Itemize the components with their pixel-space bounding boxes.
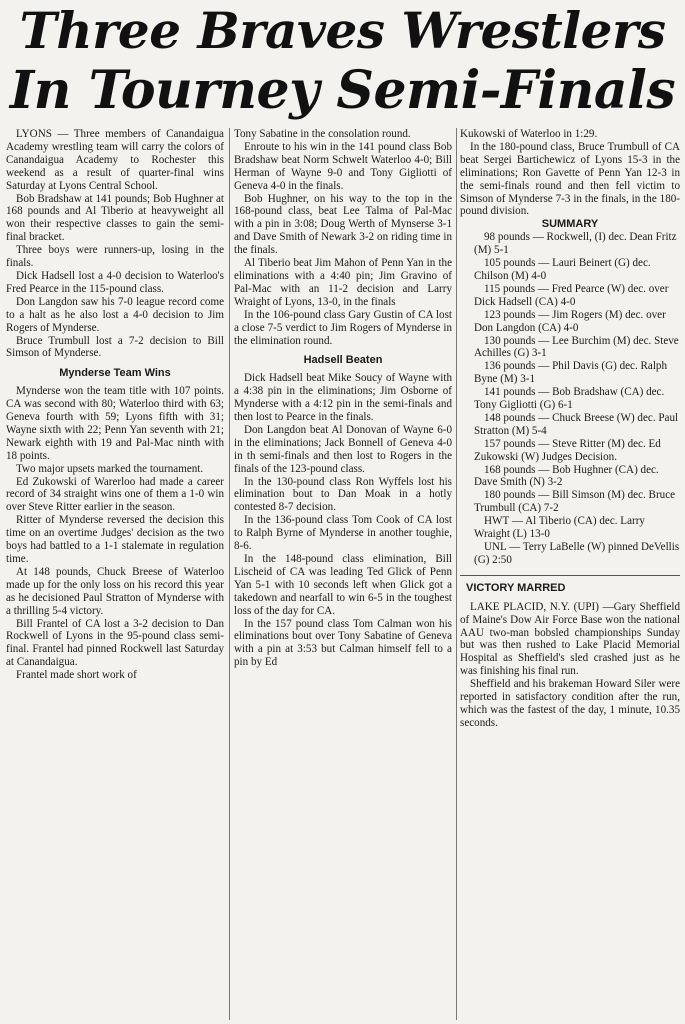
summary-row: 123 pounds — Jim Rogers (M) dec. over Don Langdon (CA) 4-0 — [474, 308, 666, 334]
summary-row: 180 pounds — Bill Simson (M) dec. Bruce Trumbull (CA) 7-2 — [474, 489, 676, 515]
paragraph: Frantel made short work of — [16, 669, 137, 682]
headline — [0, 0, 685, 128]
paragraph: Bill Frantel of CA lost a 3-2 decision to Dan Rockwell of Lyons in the 95-pound class semi-final. Frantel had pinned Rockwell last Saturday at Canandaigua. — [6, 617, 224, 669]
summary-row: 148 pounds — Chuck Breese (W) dec. Paul Stratton (M) 5-4 — [474, 411, 679, 437]
paragraph: Sheffield and his brakeman Howard Siler were reported in satisfactory condition after the run, which was the fastest of the day, 1 minute, 10.35 seconds. — [460, 678, 680, 729]
summary-row: 168 pounds — Bob Hughner (CA) dec. Dave Smith (N) 3-2 — [474, 463, 659, 489]
subheading: Mynderse Team Wins — [59, 367, 171, 380]
headline-line-1: Three Braves Wrestlers — [19, 1, 666, 60]
paragraph: Enroute to his win in the 141 pound class Bob Bradshaw beat Norm Schwelt Waterloo 4-0; Bill Herman of Wayne 9-0 and Tony Gigliotti of Geneva 4-0 in the finals. — [234, 140, 452, 192]
paragraph: In the 180-pound class, Bruce Trumbull of CA beat Sergei Bartichewicz of Lyons 15-3 in the eliminations; Ron Gavette of Penn Yan 12-3 in the semi-finals round and then fell victim to Simson of Mynderse 7-3 in the finals, in the 180-pound division. — [460, 140, 680, 218]
paragraph: Don Langdon saw his 7-0 league record come to a halt as he also lost a 4-0 decision to Jim Rogers of Mynderse. — [6, 295, 224, 334]
paragraph: Mynderse won the team title with 107 points. CA was second with 80; Waterloo third with 63; Geneva fourth with 59; Lyons fifth with 31; Wayne sixth with 22; Penn Yan seventh with 21; Newark eighth with 19 and Pal-Mac ninth with 18 points. — [6, 385, 224, 462]
subheading: Hadsell Beaten — [303, 354, 383, 367]
paragraph: Don Langdon beat Al Donovan of Wayne 6-0 in the eliminations; Jack Bonnell of Geneva 4-0 in th semi-finals and then lost to Rogers in the finals of the 123-pound class. — [234, 423, 452, 475]
article-column-1 — [6, 128, 224, 1020]
paragraph: In the 157 pound class Tom Calman won his eliminations bout over Tony Sabatine of Geneva with a pin at 3:53 but Calman himself fell to a pin by Ed — [234, 617, 452, 669]
column-rule — [229, 128, 230, 1020]
paragraph: In the 130-pound class Ron Wyffels lost his elimination bout to Dan Moak in a hotly contested 8-7 decision. — [234, 475, 452, 514]
paragraph: Two major upsets marked the tournament. — [16, 462, 204, 475]
paragraph: In the 136-pound class Tom Cook of CA lost to Ralph Byrne of Mynderse in another toughie, 8-6. — [234, 514, 452, 553]
summary-row: 115 pounds — Fred Pearce (W) dec. over Dick Hadsell (CA) 4-0 — [474, 282, 669, 308]
paragraph: Ritter of Mynderse reversed the decision this time on an overtime Judges' decision as the two boys had battled to a 1-1 stalemate in regulation time. — [6, 514, 224, 565]
summary-heading: SUMMARY — [541, 218, 599, 231]
summary-row: 141 pounds — Bob Bradshaw (CA) dec. Tony Gigliotti (G) 6-1 — [474, 386, 665, 412]
summary-row: 136 pounds — Phil Davis (G) dec. Ralph Byne (M) 3-1 — [474, 360, 668, 386]
summary-row: 157 pounds — Steve Ritter (M) dec. Ed Zukowski (W) Judges Decision. — [474, 437, 661, 463]
paragraph: Dick Hadsell lost a 4-0 decision to Waterloo's Fred Pearce in the 115-pound class. — [6, 269, 224, 295]
paragraph: Tony Sabatine in the consolation round. — [234, 128, 411, 140]
article-column-3 — [460, 128, 680, 1020]
paragraph: Dick Hadsell beat Mike Soucy of Wayne with a 4:38 pin in the eliminations; Jim Osborne of Mynderse with a 4:12 pin in the semi-finals and then lost to Pearce in the finals. — [234, 372, 452, 424]
paragraph: At 148 pounds, Chuck Breese of Waterloo made up for the only loss on his record this year as he decisioned Paul Stratton of Mynderse with a thrilling 5-4 victory. — [6, 565, 224, 617]
headline-line-2: In Tourney Semi-Finals — [9, 60, 676, 121]
summary-row: 130 pounds — Lee Burchim (M) dec. Steve Achilles (G) 3-1 — [474, 334, 679, 360]
summary-row: 105 pounds — Lauri Beinert (G) dec. Chilson (M) 4-0 — [474, 257, 651, 282]
victory-heading: VICTORY MARRED — [466, 581, 566, 594]
paragraph: Bruce Trumbull lost a 7-2 decision to Bill Simson of Mynderse. — [6, 334, 224, 360]
paragraph: LAKE PLACID, N.Y. (UPI) —Gary Sheffield of Maine's Dow Air Force Base won the national AAU two-man bobsled championships Sunday but was then rushed to Lake Placid Memorial Hospital as Sheffield's sled crashed just as he was finishing his final run. — [460, 600, 680, 678]
summary-row: 98 pounds — Rockwell, (I) dec. Dean Fritz (M) 5-1 — [474, 231, 677, 257]
paragraph: Bob Hughner, on his way to the top in the 168-pound class, beat Lee Talma of Pal-Mac with a pin in 3:08; Doug Werth of Mynserse 3-1 and Dave Smith of Newark 3-2 on riding time in the finals. — [234, 192, 452, 257]
paragraph: In the 148-pound class elimination, Bill Lischeid of CA was leading Ted Glick of Penn Yan 5-1 with 10 seconds left when Glick got a takedown and nearfall to win 6-5 in the toughest loss of the day for CA. — [234, 553, 452, 617]
section-divider — [460, 575, 680, 576]
paragraph: Ed Zukowski of Warerloo had made a career record of 34 straight wins one of them a 1-0 win over Steve Ritter earlier in the season. — [6, 475, 224, 514]
paragraph: Three boys were runners-up, losing in the finals. — [6, 244, 224, 270]
paragraph: Kukowski of Waterloo in 1:29. — [460, 128, 598, 140]
article-column-2 — [234, 128, 452, 1020]
column-rule — [456, 128, 457, 1020]
summary-row: UNL — Terry LaBelle (W) pinned DeVellis (G) 2:50 — [474, 541, 680, 566]
summary-row: HWT — Al Tiberio (CA) dec. Larry Wraight (L) 13-0 — [474, 515, 645, 541]
paragraph: LYONS — Three members of Canandaigua Academy wrestling team will carry the colors of Canandaigua Academy to Rochester this weekend as a result of quarter-final wins Saturday at Lyons Central School. — [6, 128, 224, 192]
paragraph: In the 106-pound class Gary Gustin of CA lost a close 7-5 verdict to Jim Rogers of Mynderse in the elimination round. — [234, 308, 452, 347]
paragraph: Al Tiberio beat Jim Mahon of Penn Yan in the eliminations with a 4:40 pin; Jim Gravino of Pal-Mac with an 11-2 decision and Larry Wraight of Lyons, 13-0, in the finals — [234, 257, 452, 308]
paragraph: Bob Bradshaw at 141 pounds; Bob Hughner at 168 pounds and Al Tiberio at heavyweight all won their respective classes to gain the semi-final bracket. — [6, 192, 224, 244]
